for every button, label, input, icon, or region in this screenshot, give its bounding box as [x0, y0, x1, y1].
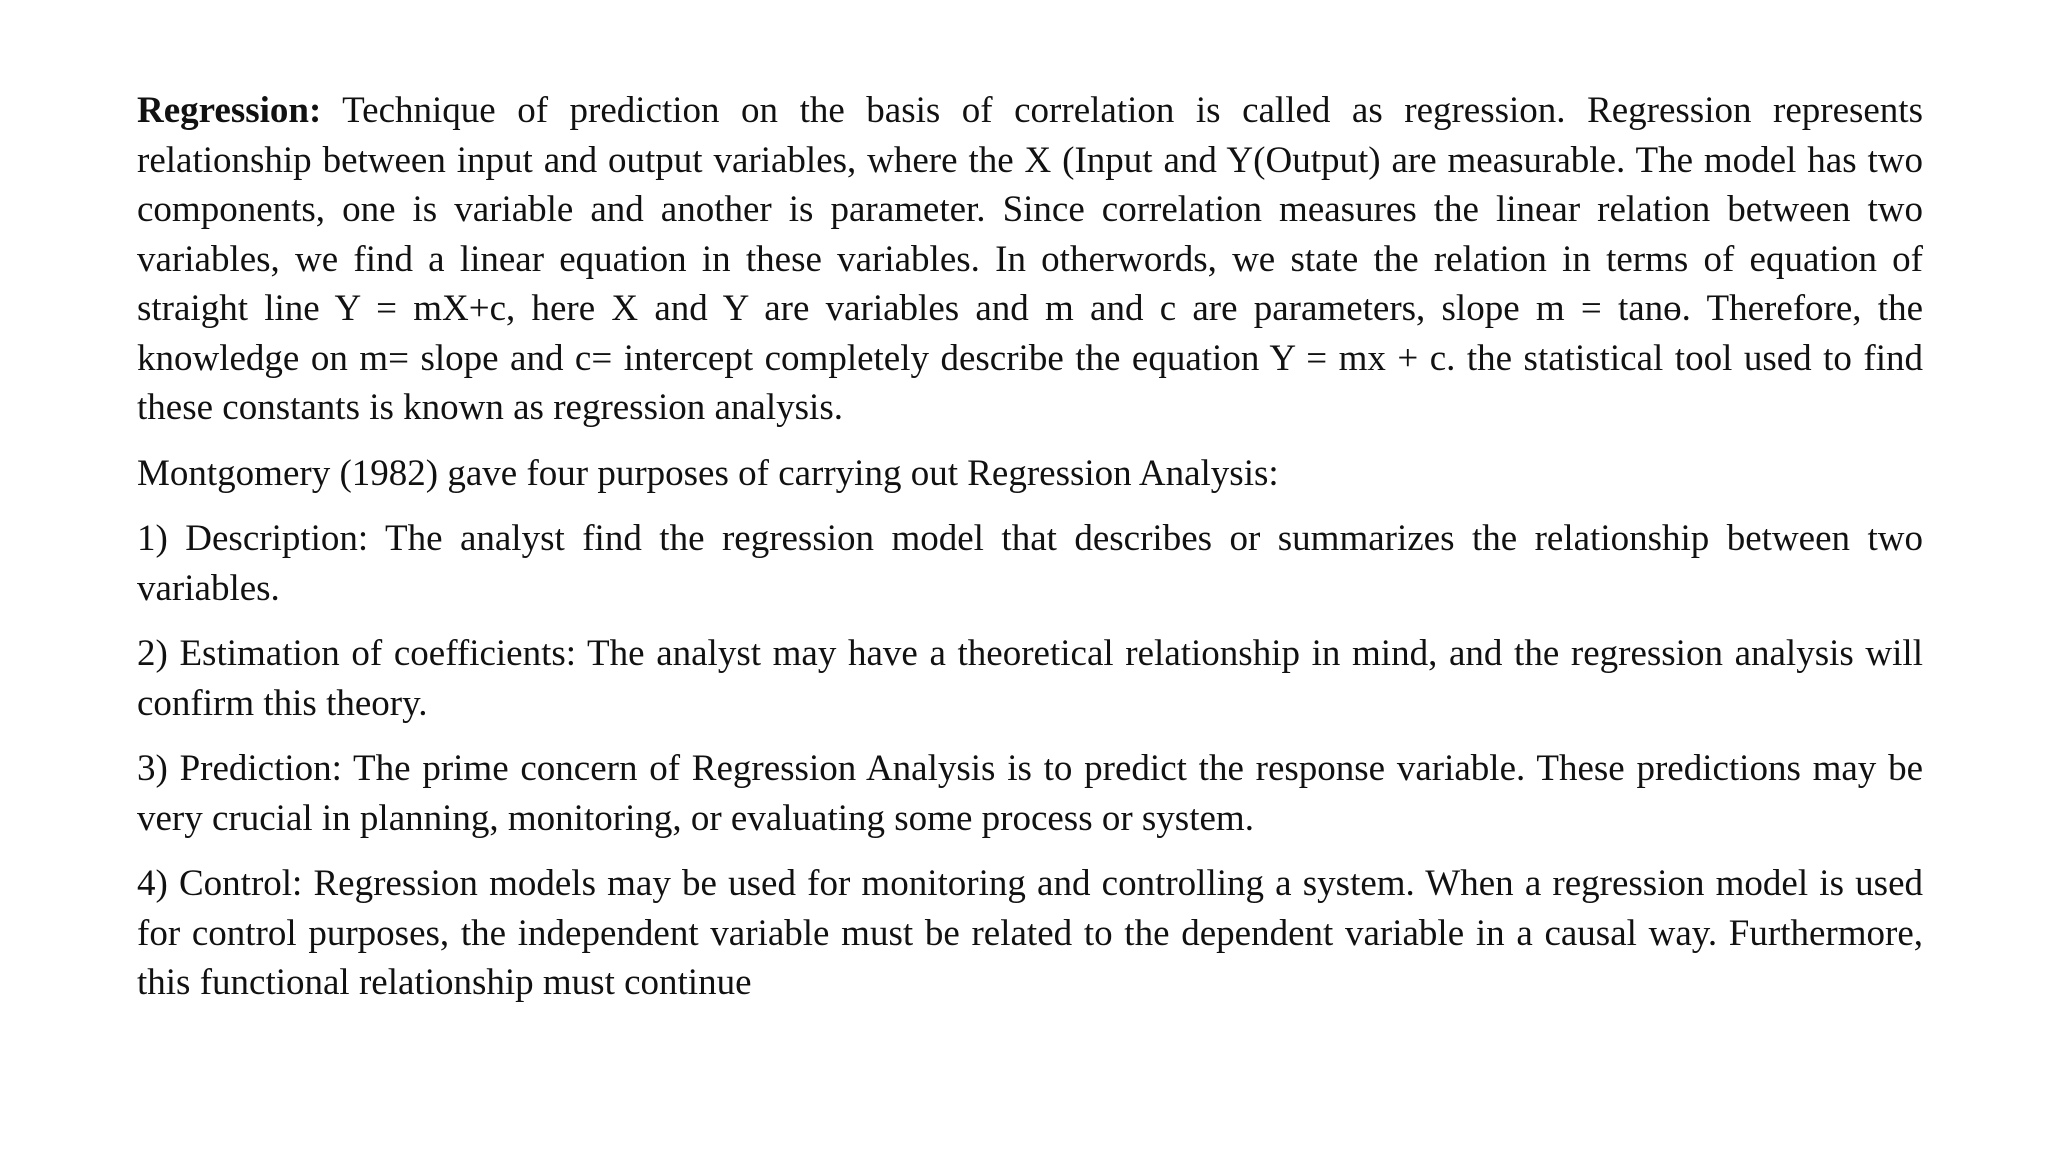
intro-text: Technique of prediction on the basis of correlation is called as regression. Regression represents relationship between input and output variables, where the X (Input and Y(Output) are measurable. The model has two components, one is variable and another is parameter. Since correlation measures the linear relation between two variables, we find a linear equation in these variables. In otherwords, we state the relation in terms of equation of straight line Y = mX+c, here X and Y are variables and m and c are parameters, slope m = tanɵ. Therefore, the knowledge on m= slope and c= intercept completely describe the equation Y = mx + c. the statistical tool used to find these constants is known as regression analysis. — [137, 90, 1923, 428]
intro-paragraph — [137, 86, 1923, 433]
purpose-control: 4) Control: Regression models may be used for monitoring and controlling a system. When a regression model is used for control purposes, the independent variable must be related to the dependent variable in a causal way. Furthermore, this functional relationship must continue — [137, 863, 1923, 1003]
montgomery-paragraph: Montgomery (1982) gave four purposes of carrying out Regression Analysis: — [137, 452, 1279, 494]
regression-term: Regression: — [137, 90, 322, 131]
purpose-prediction: 3) Prediction: The prime concern of Regression Analysis is to predict the response variable. These predictions may be very crucial in planning, monitoring, or evaluating some process or system. — [137, 748, 1923, 839]
purpose-description: 1) Description: The analyst find the regression model that describes or summarizes the relationship between two variables. — [137, 518, 1923, 609]
purpose-estimation: 2) Estimation of coefficients: The analyst may have a theoretical relationship in mind, and the regression analysis will confirm this theory. — [137, 633, 1923, 724]
